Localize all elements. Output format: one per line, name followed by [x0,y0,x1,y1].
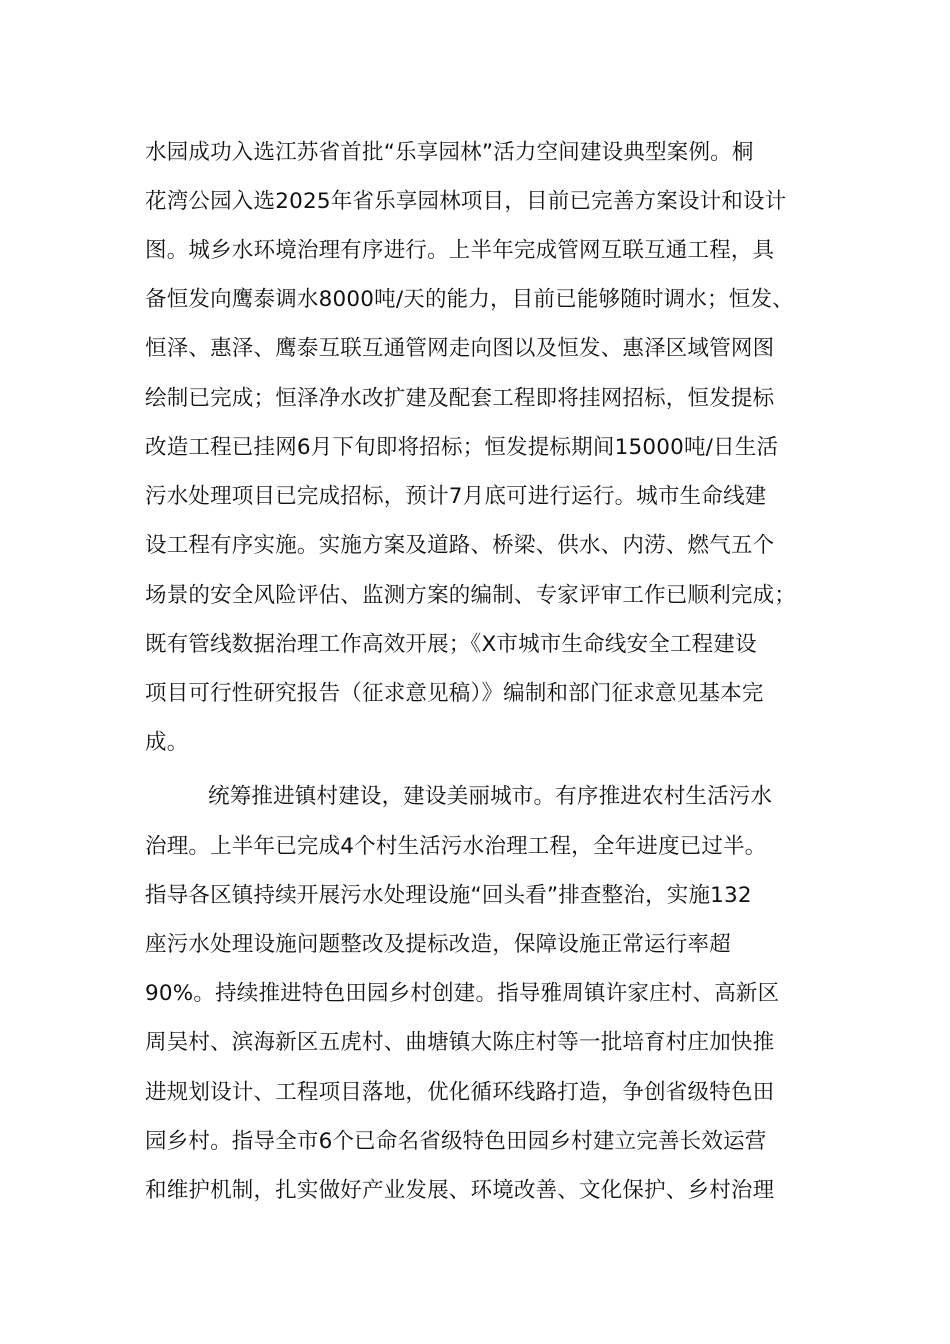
text-line: 污水处理项目已完成招标，预计7月底可进行运行。城市生命线建 [145,484,767,509]
text-line: 指导各区镇持续开展污水处理设施“回头看”排查整治，实施132 [145,883,752,908]
text-line: 座污水处理设施问题整改及提标改造，保障设施正常运行率超 [145,932,731,957]
text-line: 绘制已完成；恒泽净水改扩建及配套工程即将挂网招标，恒发提标 [145,386,775,411]
text-line: 周吴村、滨海新区五虎村、曲塘镇大陈庄村等一批培育村庄加快推 [145,1030,775,1055]
text-line: 恒泽、惠泽、鹰泰互联互通管网走向图以及恒发、惠泽区域管网图 [145,336,775,361]
text-line: 和维护机制，扎实做好产业发展、环境改善、文化保护、乡村治理 [145,1178,775,1203]
text-line: 园乡村。指导全市6个已命名省级特色田园乡村建立完善长效运营 [145,1129,767,1154]
text-line: 既有管线数据治理工作高效开展；《X市城市生命线安全工程建设 [145,632,757,657]
text-line: 场景的安全风险评估、监测方案的编制、专家评审工作已顺利完成； [145,583,797,608]
text-line: 设工程有序实施。实施方案及道路、桥梁、供水、内涝、燃气五个 [145,533,775,558]
text-line: 水园成功入选江苏省首批“乐享园林”活力空间建设典型案例。桐 [145,140,754,165]
text-line: 治理。上半年已完成4个村生活污水治理工程，全年进度已过半。 [145,834,767,859]
text-line: 90%。持续推进特色田园乡村创建。指导雅周镇许家庄村、高新区 [145,981,780,1006]
paragraph-first-line: 统筹推进镇村建设，建设美丽城市。有序推进农村生活污水 [208,784,773,809]
text-line: 项目可行性研究报告（征求意见稿）》编制和部门征求意见基本完 [145,681,764,706]
text-line: 图。城乡水环境治理有序进行。上半年完成管网互联互通工程，具 [145,238,775,263]
text-line: 进规划设计、工程项目落地，优化循环线路打造，争创省级特色田 [145,1080,775,1105]
text-line: 改造工程已挂网6月下旬即将招标；恒发提标期间15000吨/日生活 [145,435,779,460]
text-line: 备恒发向鹰泰调水8000吨/天的能力，目前已能够随时调水；恒发、 [145,287,794,312]
text-line: 花湾公园入选2025年省乐享园林项目，目前已完善方案设计和设计 [145,189,787,214]
text-line: 成。 [145,730,189,755]
